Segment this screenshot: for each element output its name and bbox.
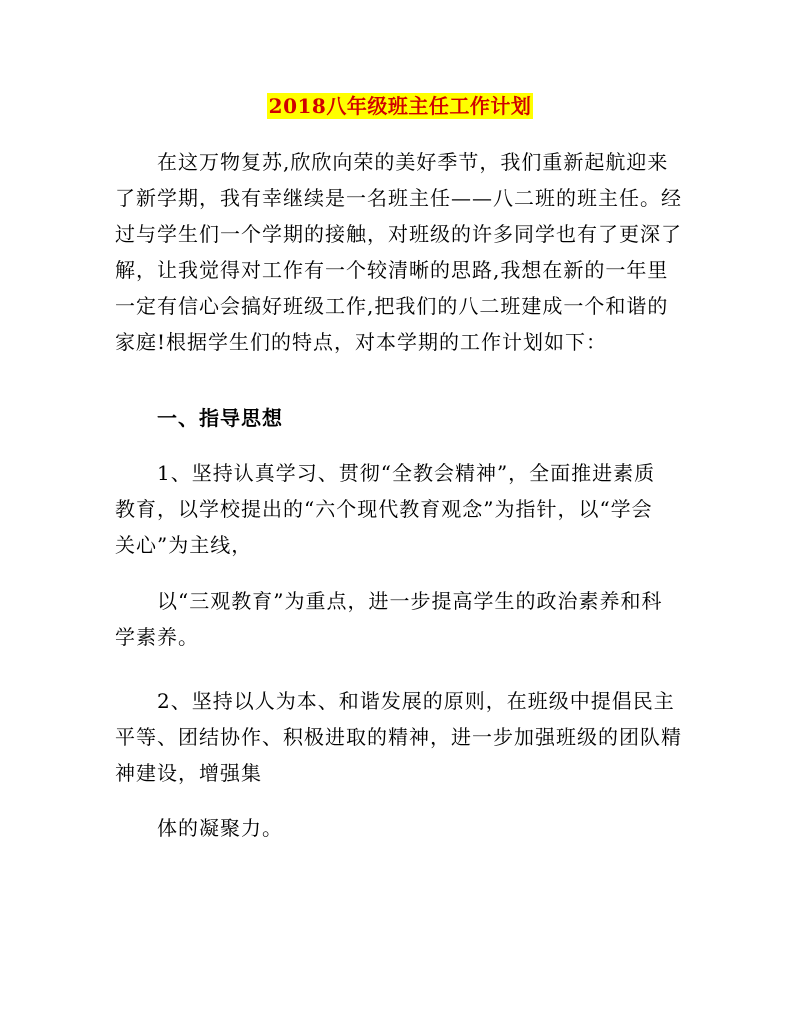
paragraph-line: 学素养。 (115, 625, 199, 649)
paragraph-line: 以“三观教育”为重点，进一步提高学生的政治素养和科 (157, 589, 663, 613)
paragraph-line: 一定有信心会搞好班级工作,把我们的八二班建成一个和谐的 (115, 294, 669, 318)
paragraph-line: 平等、团结协作、积极进取的精神，进一步加强班级的团队精 (115, 725, 682, 749)
paragraph-line: 关心”为主线， (115, 533, 253, 557)
item-1-continuation (115, 583, 685, 655)
section-heading-text: 一、指导思想 (157, 406, 283, 430)
item-2-paragraph (115, 683, 685, 791)
paragraph-line: 在这万物复苏,欣欣向荣的美好季节，我们重新起航迎来 (157, 150, 669, 174)
intro-paragraph (115, 144, 685, 360)
document-title: 2018八年级班主任工作计划 (268, 94, 532, 118)
item-2-continuation (115, 810, 685, 846)
item-1-paragraph (115, 455, 685, 563)
paragraph-line: 1、坚持认真学习、贯彻“全教会精神”，全面推进素质 (157, 461, 656, 485)
paragraph-line: 解，让我觉得对工作有一个较清晰的思路,我想在新的一年里 (115, 258, 669, 282)
section-heading (115, 400, 685, 436)
paragraph-line: 了新学期，我有幸继续是一名班主任——八二班的班主任。经 (115, 186, 682, 210)
paragraph-line: 神建设，增强集 (115, 761, 262, 785)
title-container (0, 93, 800, 119)
paragraph-line: 过与学生们一个学期的接触，对班级的许多同学也有了更深了 (115, 222, 682, 246)
paragraph-line: 家庭!根据学生们的特点，对本学期的工作计划如下： (115, 330, 608, 354)
paragraph-line: 教育，以学校提出的“六个现代教育观念”为指针，以“学会 (115, 497, 653, 521)
paragraph-line: 体的凝聚力。 (157, 816, 283, 840)
paragraph-line: 2、坚持以人为本、和谐发展的原则，在班级中提倡民主 (157, 689, 675, 713)
